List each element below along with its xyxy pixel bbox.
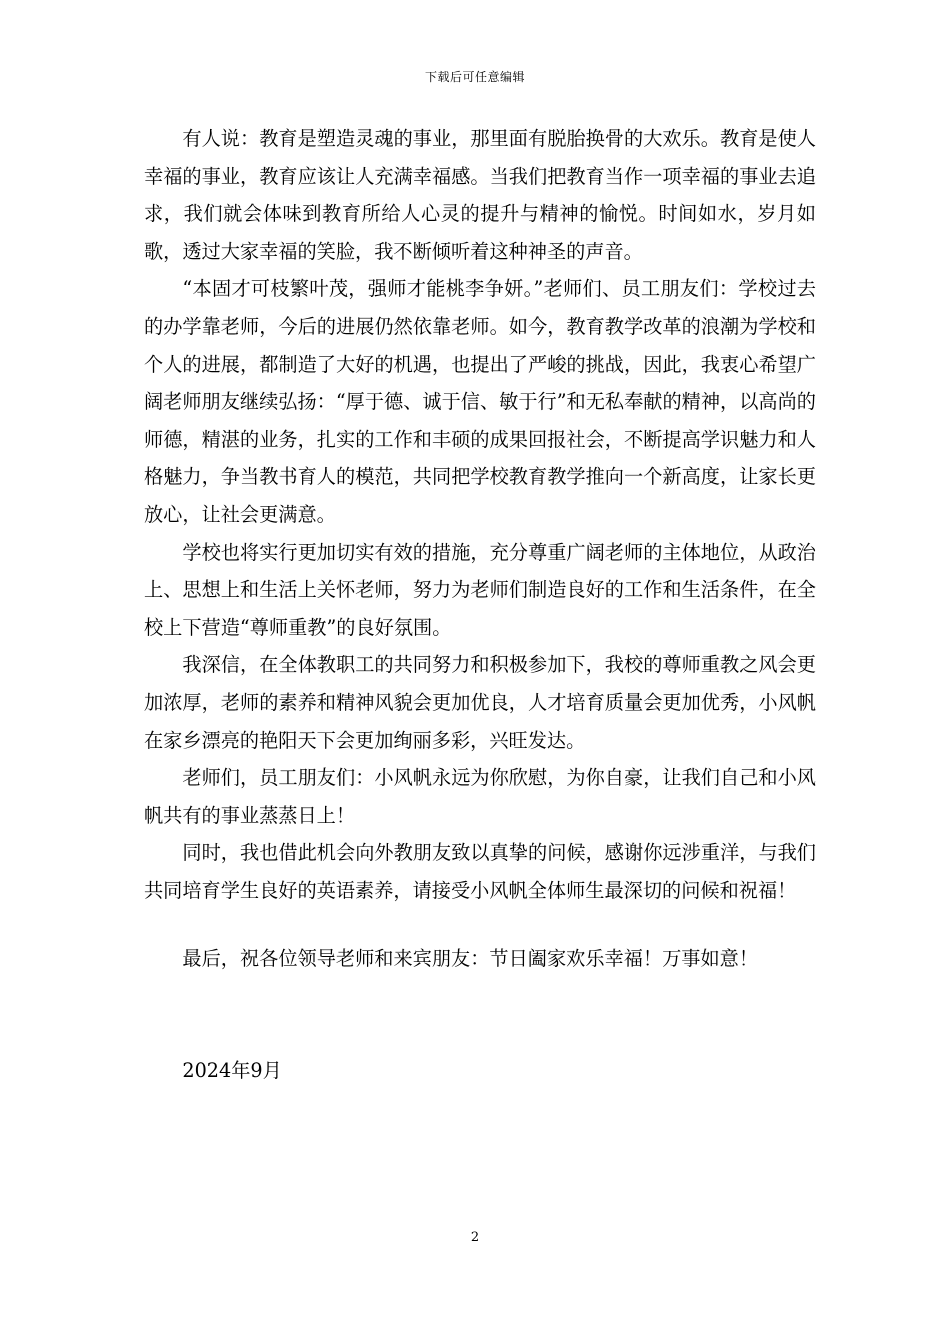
paragraph-3: 学校也将实行更加切实有效的措施，充分尊重广阔老师的主体地位，从政治上、思想上和生活上关怀老师，努力为老师们制造良好的工作和生活条件，在全校上下营造“尊师重教”的良好氛围。 [144,540,816,639]
paragraph-5: 老师们，员工朋友们：小风帆永远为你欣慰，为你自豪，让我们自己和小风帆共有的事业蒸蒸日上！ [144,766,816,827]
document-body [144,120,816,909]
closing-greeting: 最后，祝各位领导老师和来宾朋友：节日阖家欢乐幸福！万事如意！ [182,947,759,970]
paragraph-1: 有人说：教育是塑造灵魂的事业，那里面有脱胎换骨的大欢乐。教育是使人幸福的事业，教育应该让人充满幸福感。当我们把教育当作一项幸福的事业去追求，我们就会体味到教育所给人心灵的提升与精神的愉悦。时间如水，岁月如歌，透过大家幸福的笑脸，我不断倾听着这种神圣的声音。 [144,127,816,263]
paragraph-2: “本固才可枝繁叶茂，强师才能桃李争妍。”老师们、员工朋友们：学校过去的办学靠老师，今后的进展仍然依靠老师。如今，教育教学改革的浪潮为学校和个人的进展，都制造了大好的机遇，也提出了严峻的挑战，因此，我衷心希望广阔老师朋友继续弘扬：“厚于德、诚于信、敏于行”和无私奉献的精神，以高尚的师德，精湛的业务，扎实的工作和丰硕的成果回报社会，不断提高学识魅力和人格魅力，争当教书育人的模范，共同把学校教育教学推向一个新高度，让家长更放心，让社会更满意。 [144,277,816,526]
paragraph-4: 我深信，在全体教职工的共同努力和积极参加下，我校的尊师重教之风会更加浓厚，老师的素养和精神风貌会更加优良，人才培育质量会更加优秀，小风帆在家乡漂亮的艳阳天下会更加绚丽多彩，兴旺发达。 [144,653,816,752]
document-date: 2024年9月 [182,1059,282,1082]
page-number: 2 [470,1230,480,1245]
page-header: 下载后可任意编辑 [424,70,525,84]
paragraph-6: 同时，我也借此机会向外教朋友致以真挚的问候，感谢你远涉重洋，与我们共同培育学生良好的英语素养，请接受小风帆全体师生最深切的问候和祝福！ [144,841,816,902]
